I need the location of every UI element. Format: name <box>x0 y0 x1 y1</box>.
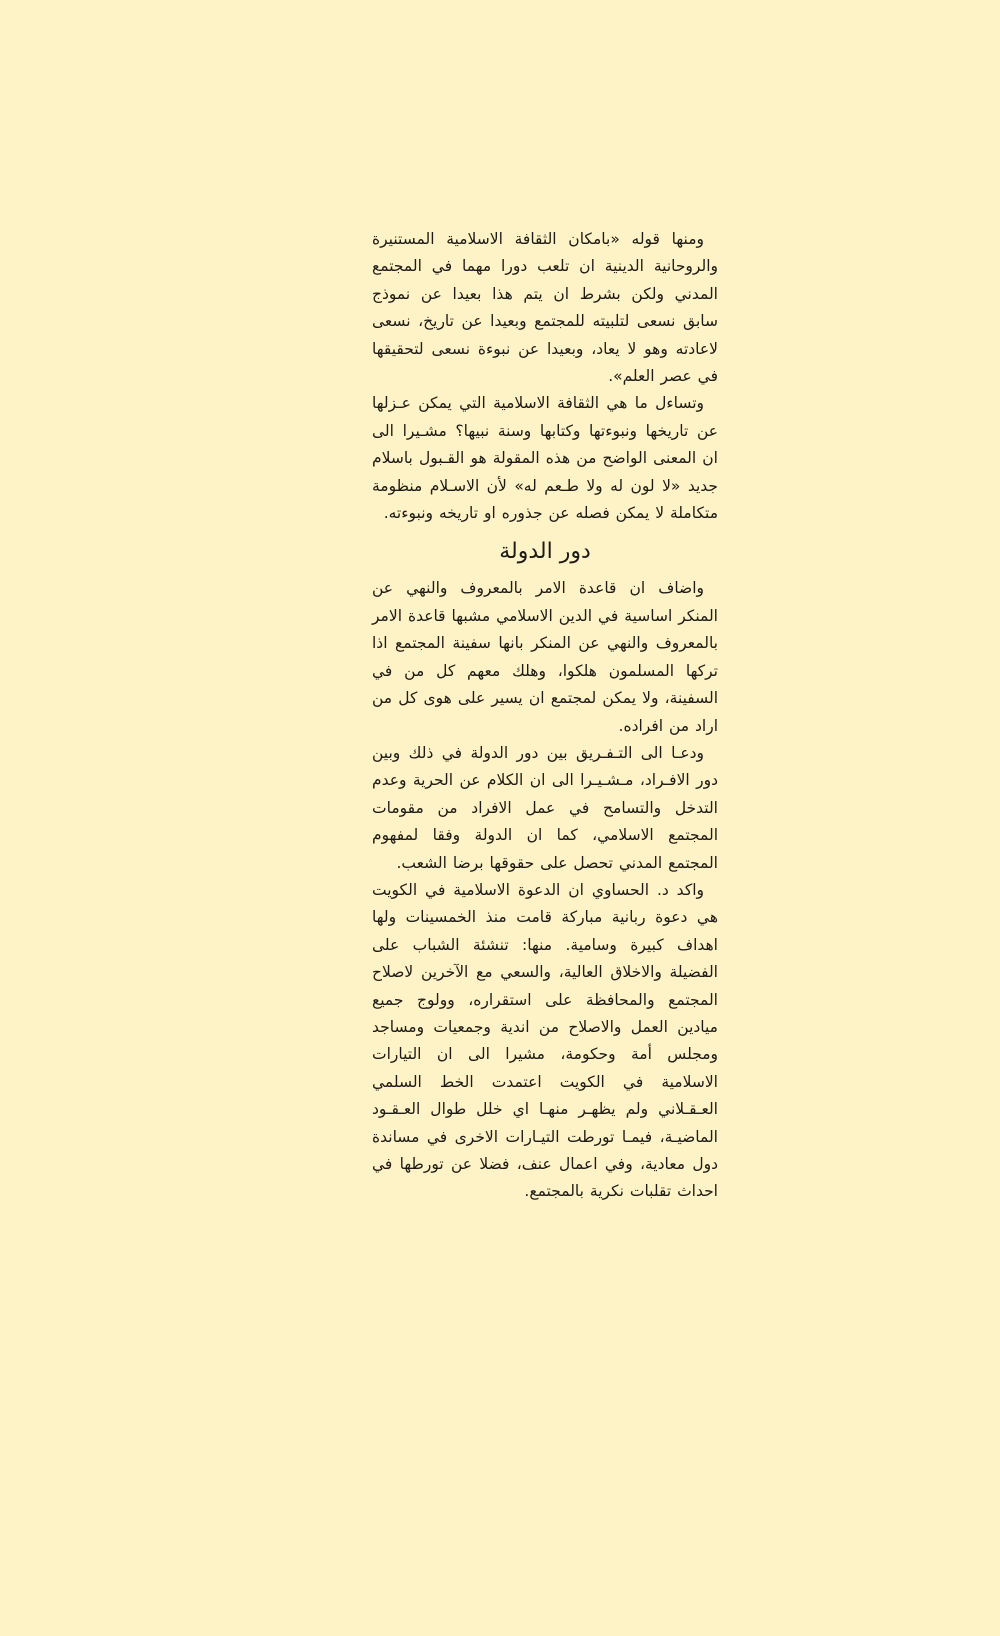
paragraph-2: وتساءل ما هي الثقافة الاسلامية التي يمكن عـزلها عن تاريخها ونبوءتها وكتابها وسنة نبيها؟ مشـيرا الى ان المعنى الواضح من هذه المقولة هو القـبول باسلام جديد «لا لون له ولا طـعم له» لأن الاسـلام منظومة متكاملة لا يمكن فصله عن جذوره او تاريخه ونبوءته. <box>372 394 718 523</box>
paragraph-5: واكد د. الحساوي ان الدعوة الاسلامية في الكويت هي دعوة ربانية مباركة قامت منذ الخمسينات ولها اهداف كبيرة وسامية. منها: تنشئة الشباب على الفضيلة والاخلاق العالية، والسعي مع الآخرين لاصلاح المجتمع والمحافظة على استقراره، وولوج جميع ميادين العمل والاصلاح من اندية وجمعيات ومساجد ومجلس أمة وحكومة، مشيرا الى ان التيارات الاسلامية في الكويت اعتمدت الخط السلمي العـقـلاني ولم يظهـر منهـا اي خلل طوال العـقـود الماضيـة، فيمـا تورطت التيـارات الاخرى في مساندة دول معادية، وفي اعمال عنف، فضلا عن تورطها في احداث تقلبات نكرية بالمجتمع. <box>372 880 718 1201</box>
paragraph-1: ومنها قوله «بامكان الثقافة الاسلامية المستنيرة والروحانية الدينية ان تلعب دورا مهما في المجتمع المدني ولكن بشرط ان يتم هذا بعيدا عن نموذج سابق نسعى لتلبيته للمجتمع وبعيدا عن تاريخ، نسعى لاعادته وهو لا يعاد، وبعيدا عن نبوءة نسعى لتحقيقها في عصر العلم». <box>372 230 718 386</box>
paragraph-3: واضاف ان قاعدة الامر بالمعروف والنهي عن المنكر اساسية في الدين الاسلامي مشبها قاعدة الامر بالمعروف والنهي عن المنكر بانها سفينة المجتمع اذا تركها المسلمون هلكوا، وهلك معهم كل من في السفينة، ولا يمكن لمجتمع ان يسير على هوى كل من اراد من افراده. <box>372 579 718 735</box>
article-column <box>372 226 718 1206</box>
paragraph-4: ودعـا الى التـفـريق بين دور الدولة في ذلك وبين دور الافـراد، مـشـيـرا الى ان الكلام عن الحرية وعدم التدخل والتسامح في عمل الافراد من مقومات المجتمع الاسلامي، كما ان الدولة وفقا لمفهوم المجتمع المدني تحصل على حقوقها برضا الشعب. <box>372 743 718 872</box>
section-heading: دور الدولة <box>499 539 591 565</box>
